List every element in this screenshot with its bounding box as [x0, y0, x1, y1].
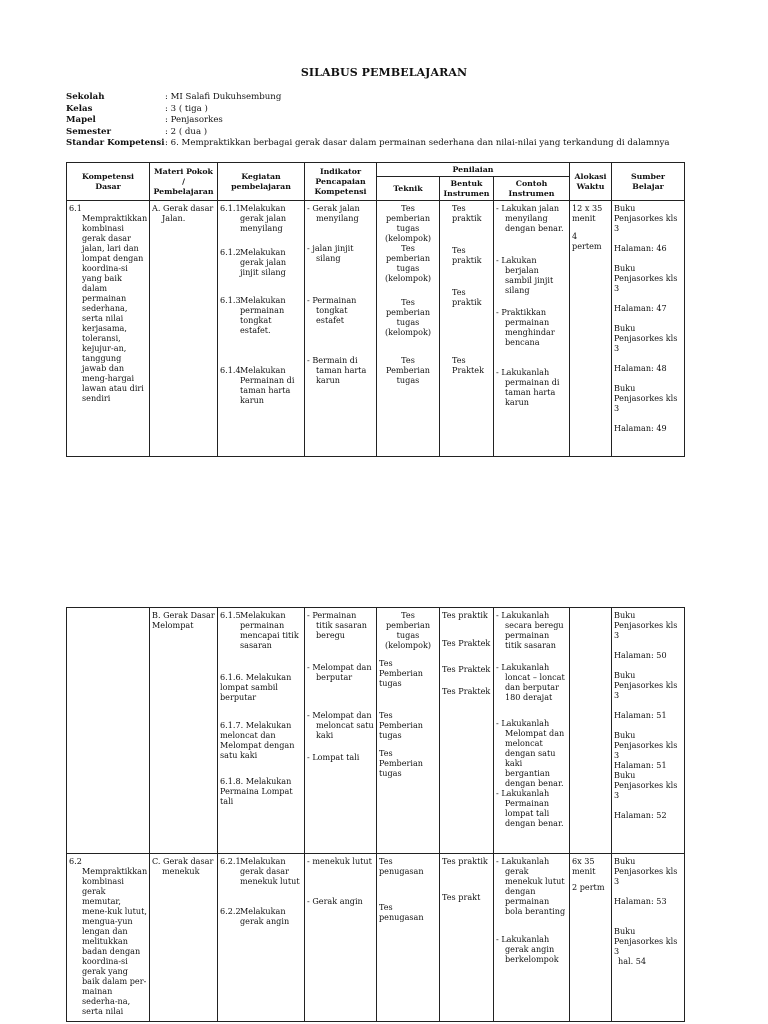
contoh-item: - Lakukanlah permainan di taman harta karun	[496, 367, 560, 407]
kegiatan-text: Melakukan meloncat dan Melompat dengan satu kaki	[220, 720, 295, 760]
alokasi-cell	[570, 608, 612, 854]
indikator-text: Permainan tongkat estafet	[312, 295, 357, 325]
bentuk-item: Tes praktik	[452, 203, 482, 223]
contoh-item: - Lakukan jalan menyilang dengan benar.	[496, 203, 564, 233]
materi-text: B. Gerak Dasar Melompat	[152, 610, 215, 630]
kegiatan-text: Melakukan permainan mencapai titik sasaran	[240, 610, 299, 650]
header-materi: Materi Pokok / Pembelajaran	[150, 163, 218, 201]
sumber-item: Buku Penjasorkes kls 3	[614, 263, 678, 293]
sumber-item: Buku Penjasorkes kls 3	[614, 323, 678, 353]
info-label: Kelas	[66, 103, 93, 114]
kegiatan-cell	[218, 854, 305, 1022]
alokasi-cell	[570, 854, 612, 1022]
sumber-item: hal. 54	[618, 956, 647, 966]
info-row-sekolah	[66, 92, 670, 104]
indikator-text: menekuk lutut	[312, 856, 372, 866]
indikator-item: - Melompat dan meloncat satu kaki	[307, 710, 374, 740]
info-row-kelas	[66, 104, 670, 116]
teknik-item: Tes pemberian tugas (kelompok)	[384, 203, 432, 243]
info-label: Semester	[66, 126, 112, 137]
sumber-item: Buku Penjasorkes kls 3	[614, 730, 678, 760]
teknik-cell	[377, 854, 440, 1022]
info-row-mapel	[66, 115, 670, 127]
kegiatan-item	[220, 856, 302, 886]
info-value: : 2 ( dua )	[165, 126, 208, 137]
indikator-text: Gerak jalan menyilang	[312, 203, 360, 223]
kegiatan-text: Melakukan Permainan di taman harta karun	[240, 365, 295, 405]
bentuk-cell	[440, 608, 494, 854]
teknik-item: Tes Pemberian tugas	[379, 748, 424, 778]
contoh-item: - Lakukanlah Permainan lompat tali dengan benar.	[496, 788, 564, 828]
contoh-item: - Praktikkan permainan menghindar bencana	[496, 307, 555, 347]
indikator-item: - Permainan tongkat estafet	[307, 295, 357, 325]
contoh-text: Lakukanlah gerak menekuk lutut dengan permainan bola beranting	[501, 856, 566, 916]
sumber-item: Halaman: 50	[614, 650, 667, 660]
indikator-item: - Gerak angin	[307, 896, 363, 906]
teknik-item: Tes penugasan	[379, 902, 424, 922]
kegiatan-text: Melakukan gerak dasar menekuk lutut	[240, 856, 300, 886]
contoh-text: Lakukanlah Permainan lompat tali dengan benar.	[501, 788, 564, 828]
sumber-item: Buku Penjasorkes kls 3	[614, 610, 678, 640]
kegiatan-num: 6.1.3	[220, 295, 241, 305]
contoh-item: - Lakukanlah secara beregu permainan titik sasaran	[496, 610, 564, 650]
bentuk-item: Tes praktik	[442, 856, 488, 866]
contoh-text: Lakukan jalan menyilang dengan benar.	[501, 203, 564, 233]
contoh-cell	[494, 608, 570, 854]
kegiatan-text: Melakukan permainan tongkat estafet.	[240, 295, 286, 335]
header-teknik: Teknik	[377, 177, 440, 201]
sumber-item: Halaman: 49	[614, 423, 667, 433]
materi-text: A. Gerak dasar Jalan.	[152, 203, 214, 223]
syllabus-table-page1	[66, 162, 685, 457]
kegiatan-num: 6.1.4	[220, 365, 241, 375]
bentuk-item: Tes Praktek	[442, 686, 491, 696]
page-title: SILABUS PEMBELAJARAN	[300, 66, 468, 79]
kegiatan-num: 6.1.6.	[220, 672, 244, 682]
info-value: : MI Salafi Dukuhsembung	[165, 92, 282, 102]
kegiatan-item	[220, 247, 302, 277]
header-row	[67, 163, 685, 177]
info-label: Standar Kompetensi	[66, 138, 165, 148]
header-kegiatan: Kegiatan pembelajaran	[218, 163, 305, 201]
alokasi-item: 12 x 35 menit	[572, 203, 603, 223]
sumber-item: Halaman: 51	[614, 710, 667, 720]
kegiatan-text: Melakukan gerak jalan menyilang	[240, 203, 287, 233]
info-row-semester	[66, 127, 670, 139]
indikator-item: - menekuk lutut	[307, 856, 372, 866]
contoh-item: - Lakukanlah gerak menekuk lutut dengan permainan bola beranting	[496, 856, 566, 916]
indikator-text: Gerak angin	[312, 896, 363, 906]
info-value: : Penjasorkes	[165, 115, 223, 125]
contoh-text: Lakukanlah Melompat dan meloncat dengan satu kaki bergantian dengan benar.	[501, 718, 565, 788]
teknik-item: Tes pemberian tugas (kelompok)	[384, 297, 432, 337]
contoh-text: Lakukanlah secara beregu permainan titik sasaran	[501, 610, 564, 650]
kompetensi-text: 6.1 Mempraktikkan kombinasi gerak dasar jalan, lari dan lompat dengan koordina-si yang baik dalam permainan sederhana, serta nilai kerjasama, toleransi, kejujur-an, tanggung jawab dan meng-hargai lawan atau diri sendiri	[69, 203, 148, 403]
bentuk-item: Tes praktik	[452, 287, 482, 307]
contoh-item: - Lakukan berjalan sambil jinjit silang	[496, 255, 554, 295]
header-bentuk: Bentuk Instrumen	[440, 177, 494, 201]
bentuk-item: Tes Praktek	[442, 638, 491, 648]
indikator-text: Permainan titik sasaran beregu	[312, 610, 368, 640]
sumber-cell	[612, 854, 685, 1022]
kegiatan-text: Melakukan gerak jalan jinjit silang	[240, 247, 287, 277]
kompetensi-cell	[67, 854, 150, 1022]
kegiatan-item	[220, 203, 302, 233]
teknik-cell	[377, 608, 440, 854]
materi-cell	[150, 608, 218, 854]
bentuk-cell	[440, 201, 494, 457]
alokasi-item: 6x 35 menit	[572, 856, 596, 876]
alokasi-item: 4 pertem	[572, 231, 602, 251]
teknik-item: Tes Pemberian tugas	[385, 355, 430, 385]
kompetensi-text: 6.2 Mempraktikkan kombinasi gerak memutar, mene-kuk lutut, mengua-yun lengan dan melitukkan badan dengan koordina-si gerak yang baik dalam per-mainan sederha-na, serta nilai	[69, 856, 148, 1016]
sumber-item: Halaman: 47	[614, 303, 667, 313]
contoh-item: - Lakukanlah loncat – loncat dan berputar 180 derajat	[496, 662, 565, 702]
contoh-cell	[494, 854, 570, 1022]
kompetensi-cell	[67, 608, 150, 854]
indikator-text: Bermain di taman harta karun	[312, 355, 367, 385]
sumber-item: Buku Penjasorkes kls 3	[614, 926, 678, 956]
contoh-text: Lakukanlah permainan di taman harta karun	[501, 367, 560, 407]
materi-cell	[150, 201, 218, 457]
indikator-item: - Melompat dan berputar	[307, 662, 372, 682]
sumber-item: Halaman: 51	[614, 760, 667, 770]
contoh-text: Lakukanlah loncat – loncat dan berputar 180 derajat	[501, 662, 565, 702]
info-value: : 6. Mempraktikkan berbagai gerak dasar dalam permainan sederhana dan nilai-nilai yang terkandung di dalamnya	[165, 138, 670, 148]
indikator-item: - Permainan titik sasaran beregu	[307, 610, 368, 640]
kegiatan-cell	[218, 201, 305, 457]
sumber-item: Buku Penjasorkes kls 3	[614, 383, 678, 413]
header-kompetensi: Kompetensi Dasar	[67, 163, 150, 201]
kegiatan-item	[220, 365, 302, 405]
header-penilaian: Penilaian	[377, 163, 570, 177]
indikator-text: Melompat dan berputar	[312, 662, 372, 682]
sumber-item: Buku Penjasorkes kls 3	[614, 203, 678, 233]
kegiatan-item	[220, 906, 302, 926]
kegiatan-item	[220, 610, 302, 650]
indikator-item: - Bermain di taman harta karun	[307, 355, 367, 385]
sumber-item: Buku Penjasorkes kls 3	[614, 856, 678, 886]
indikator-cell	[305, 854, 377, 1022]
header-alokasi: Alokasi Waktu	[570, 163, 612, 201]
info-row-standar-kompetensi	[66, 138, 670, 150]
kegiatan-num: 6.2.1	[220, 856, 241, 866]
indikator-text: Lompat tali	[312, 752, 360, 762]
bentuk-item: Tes praktik	[452, 245, 482, 265]
indikator-item: - Lompat tali	[307, 752, 360, 762]
contoh-cell	[494, 201, 570, 457]
indikator-item: - jalan jinjit silang	[307, 243, 354, 263]
teknik-cell	[377, 201, 440, 457]
kegiatan-item	[220, 776, 302, 806]
teknik-item: Tes pemberian tugas (kelompok)	[384, 610, 432, 650]
kegiatan-text: Melakukan gerak angin	[240, 906, 290, 926]
kegiatan-num: 6.2.2	[220, 906, 241, 916]
teknik-item: Tes Pemberian tugas	[379, 658, 424, 688]
sumber-item: Buku Penjasorkes kls 3	[614, 670, 678, 700]
indikator-text: Melompat dan meloncat satu kaki	[312, 710, 374, 740]
sumber-item: Halaman: 46	[614, 243, 667, 253]
contoh-text: Lakukanlah gerak angin berkelompok	[501, 934, 559, 964]
contoh-item: - Lakukanlah Melompat dan meloncat dengan satu kaki bergantian dengan benar.	[496, 718, 565, 788]
materi-text: C. Gerak dasar menekuk	[152, 856, 214, 876]
kegiatan-text: Melakukan Permaina Lompat tali	[220, 776, 293, 806]
sumber-item: Halaman: 48	[614, 363, 667, 373]
info-label: Mapel	[66, 115, 96, 125]
bentuk-item: Tes prakt	[442, 892, 481, 902]
header-indikator: Indikator Pencapaian Kompetensi	[305, 163, 377, 201]
document-info	[66, 92, 670, 150]
kegiatan-num: 6.1.8.	[220, 776, 244, 786]
teknik-item: Tes Pemberian tugas	[379, 710, 424, 740]
alokasi-item: 2 pertm	[572, 882, 605, 892]
kegiatan-cell	[218, 608, 305, 854]
indikator-item: - Gerak jalan menyilang	[307, 203, 360, 223]
contoh-text: Lakukan berjalan sambil jinjit silang	[501, 255, 554, 295]
sumber-item: Halaman: 52	[614, 810, 667, 820]
kegiatan-item	[220, 295, 302, 335]
sumber-cell	[612, 608, 685, 854]
kegiatan-text: Melakukan lompat sambil berputar	[220, 672, 292, 702]
teknik-item: Tes pemberian tugas (kelompok)	[384, 243, 432, 283]
syllabus-table-page2	[66, 607, 685, 1022]
alokasi-cell	[570, 201, 612, 457]
kegiatan-item	[220, 672, 302, 702]
sumber-item: Halaman: 53	[614, 896, 667, 906]
kegiatan-num: 6.1.2	[220, 247, 241, 257]
kegiatan-num: 6.1.5	[220, 610, 241, 620]
bentuk-item: Tes Praktek	[442, 664, 491, 674]
bentuk-cell	[440, 854, 494, 1022]
indikator-cell	[305, 201, 377, 457]
header-sumber: Sumber Belajar	[612, 163, 685, 201]
table-row	[67, 201, 685, 457]
sumber-item: Buku Penjasorkes kls 3	[614, 770, 678, 800]
contoh-item: - Lakukanlah gerak angin berkelompok	[496, 934, 559, 964]
indikator-cell	[305, 608, 377, 854]
bentuk-item: Tes praktik	[442, 610, 488, 620]
sumber-cell	[612, 201, 685, 457]
contoh-text: Praktikkan permainan menghindar bencana	[501, 307, 555, 347]
indikator-text: jalan jinjit silang	[312, 243, 354, 263]
table-row	[67, 854, 685, 1022]
materi-cell	[150, 854, 218, 1022]
kegiatan-num: 6.1.7.	[220, 720, 244, 730]
teknik-item: Tes penugasan	[379, 856, 424, 876]
header-contoh: Contoh Instrumen	[494, 177, 570, 201]
bentuk-item: Tes Praktek	[452, 355, 484, 375]
table-row	[67, 608, 685, 854]
kegiatan-num: 6.1.1	[220, 203, 241, 213]
kompetensi-cell	[67, 201, 150, 457]
info-value: : 3 ( tiga )	[165, 103, 208, 114]
kegiatan-item	[220, 720, 302, 760]
info-label: Sekolah	[66, 92, 105, 102]
